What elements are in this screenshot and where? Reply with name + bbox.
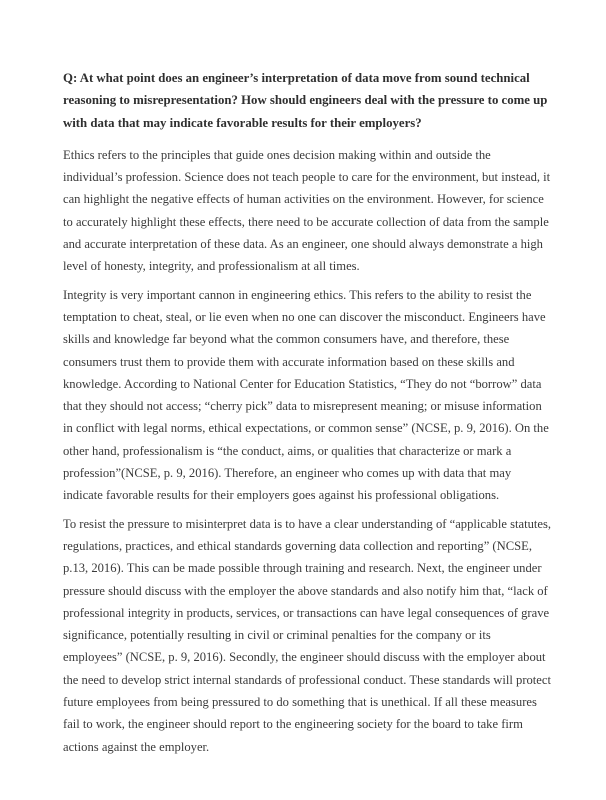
body-paragraph-resisting-pressure: To resist the pressure to misinterpret data is to have a clear understanding of “applicable statutes, regulations, practices, and ethical standards governing data collection and reporting” (NCSE, p.13, 2016). This can be made possible through training and research. Next, the engineer under pressure should discuss with the employer the above standards and also notify him that, “lack of professional integrity in products, services, or transactions can have legal consequences of grave significance, potentially resulting in civil or criminal penalties for the company or its employees” (NCSE, p. 9, 2016). Secondly, the engineer should discuss with the employer about the need to develop strict internal standards of professional conduct. These standards will protect future employees from being pressured to do something that is unethical. If all these measures fail to work, the engineer should report to the engineering society for the board to take firm actions against the employer.: [63, 516, 552, 754]
body-paragraph-ethics-intro: Ethics refers to the principles that guide ones decision making within and outside the individual’s profession. Science does not teach people to care for the environment, but instead, it can highlight the negative effects of human activities on the environment. However, for science to accurately highlight these effects, there need to be accurate collection of data from the sample and accurate interpretation of these data. As an engineer, one should always demonstrate a high level of honesty, integrity, and professionalism at all times.: [63, 147, 551, 274]
document-text-block: [63, 67, 551, 758]
body-paragraph-integrity: Integrity is very important cannon in engineering ethics. This refers to the ability to resist the temptation to cheat, steal, or lie even when no one can discover the misconduct. Engineers have skills and knowledge far beyond what the common consumers have, and therefore, these consumers trust them to provide them with accurate information based on these skills and knowledge. According to National Center for Education Statistics, “They do not “borrow” data that they should not access; “cherry pick” data to misrepresent meaning; or misuse information in conflict with legal norms, ethical expectations, or common sense” (NCSE, p. 9, 2016). On the other hand, professionalism is “the conduct, aims, or qualities that characterize or mark a profession”(NCSE, p. 9, 2016). Therefore, an engineer who comes up with data that may indicate favorable results for their employers goes against his professional obligations.: [63, 287, 549, 503]
question-heading: Q: At what point does an engineer’s interpretation of data move from sound technical reasoning to misrepresentation? How should engineers deal with the pressure to come up with data that may indicate favorable results for their employers?: [63, 71, 548, 130]
